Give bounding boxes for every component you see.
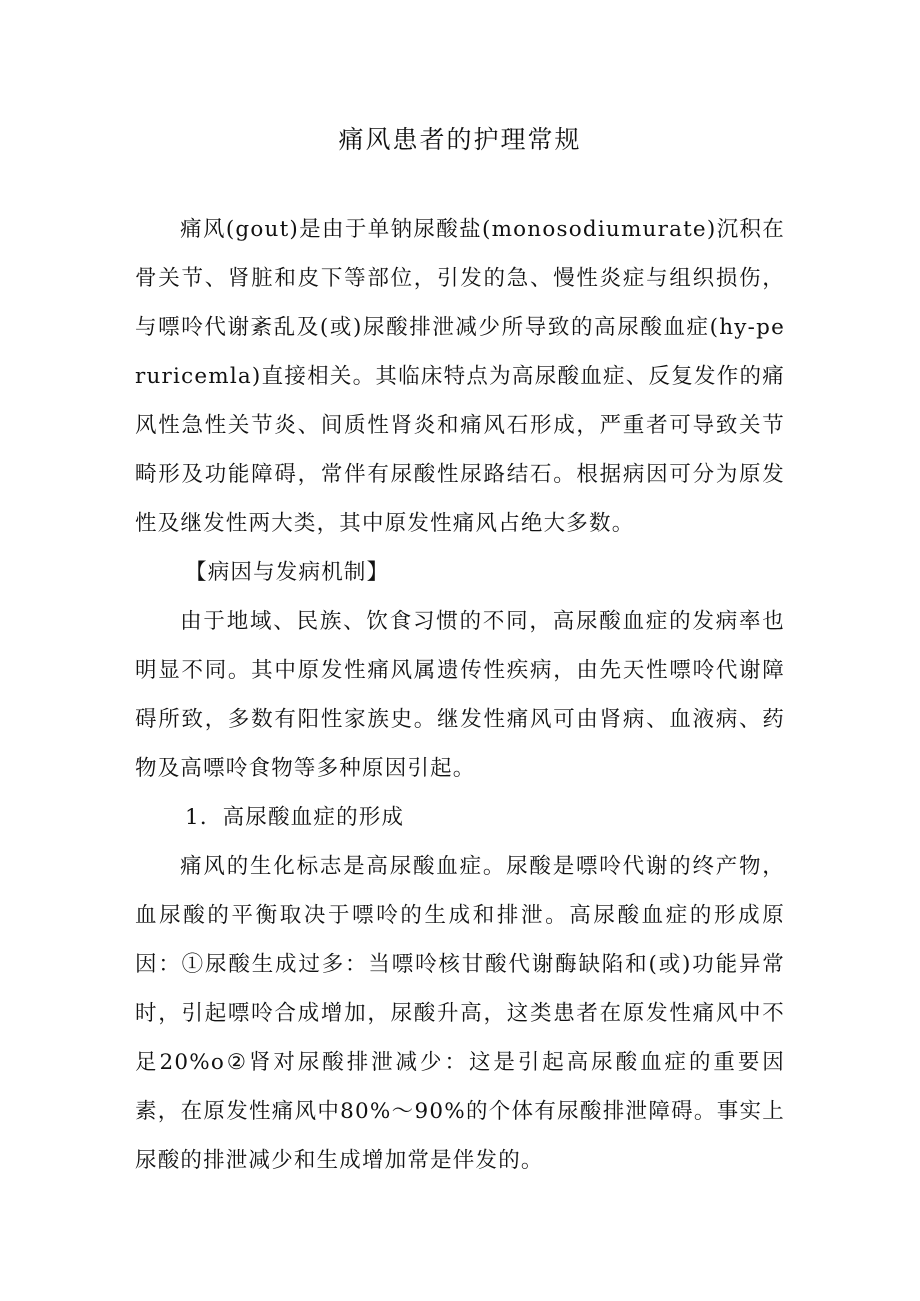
subheading: 1．高尿酸血症的形成 xyxy=(185,805,405,830)
paragraph-intro: 痛风(gout)是由于单钠尿酸盐(monosodiumurate)沉积在骨关节、肾脏和皮下等部位，引发的急、慢性炎症与组织损伤，与嘌呤代谢紊乱及(或)尿酸排泄减少所导致的高尿酸血症(hy-peruricemla)直接相关。其临床特点为高尿酸血症、反复发作的痛风性急性关节炎、间质性肾炎和痛风石形成，严重者可导致关节畸形及功能障碍，常伴有尿酸性尿路结石。根据病因可分为原发性及继发性两大类，其中原发性痛风占绝大多数。 xyxy=(135,217,785,536)
paragraph-etiology: 由于地域、民族、饮食习惯的不同，高尿酸血症的发病率也明显不同。其中原发性痛风属遗传性疾病，由先天性嘌呤代谢障碍所致，多数有阳性家族史。继发性痛风可由肾病、血液病、药物及高嘌呤食物等多种原因引起。 xyxy=(135,609,785,781)
paragraph-formation: 痛风的生化标志是高尿酸血症。尿酸是嘌呤代谢的终产物，血尿酸的平衡取决于嘌呤的生成和排泄。高尿酸血症的形成原因：①尿酸生成过多：当嘌呤核甘酸代谢酶缺陷和(或)功能异常时，引起嘌呤合成增加，尿酸升高，这类患者在原发性痛风中不足20%o②肾对尿酸排泄减少：这是引起高尿酸血症的重要因素，在原发性痛风中80%～90%的个体有尿酸排泄障碍。事实上尿酸的排泄减少和生成增加常是伴发的。 xyxy=(135,854,785,1173)
document-body xyxy=(135,205,785,1185)
page-title: 痛风患者的护理常规 xyxy=(338,125,582,154)
section-heading: 【病因与发病机制】 xyxy=(185,560,390,585)
